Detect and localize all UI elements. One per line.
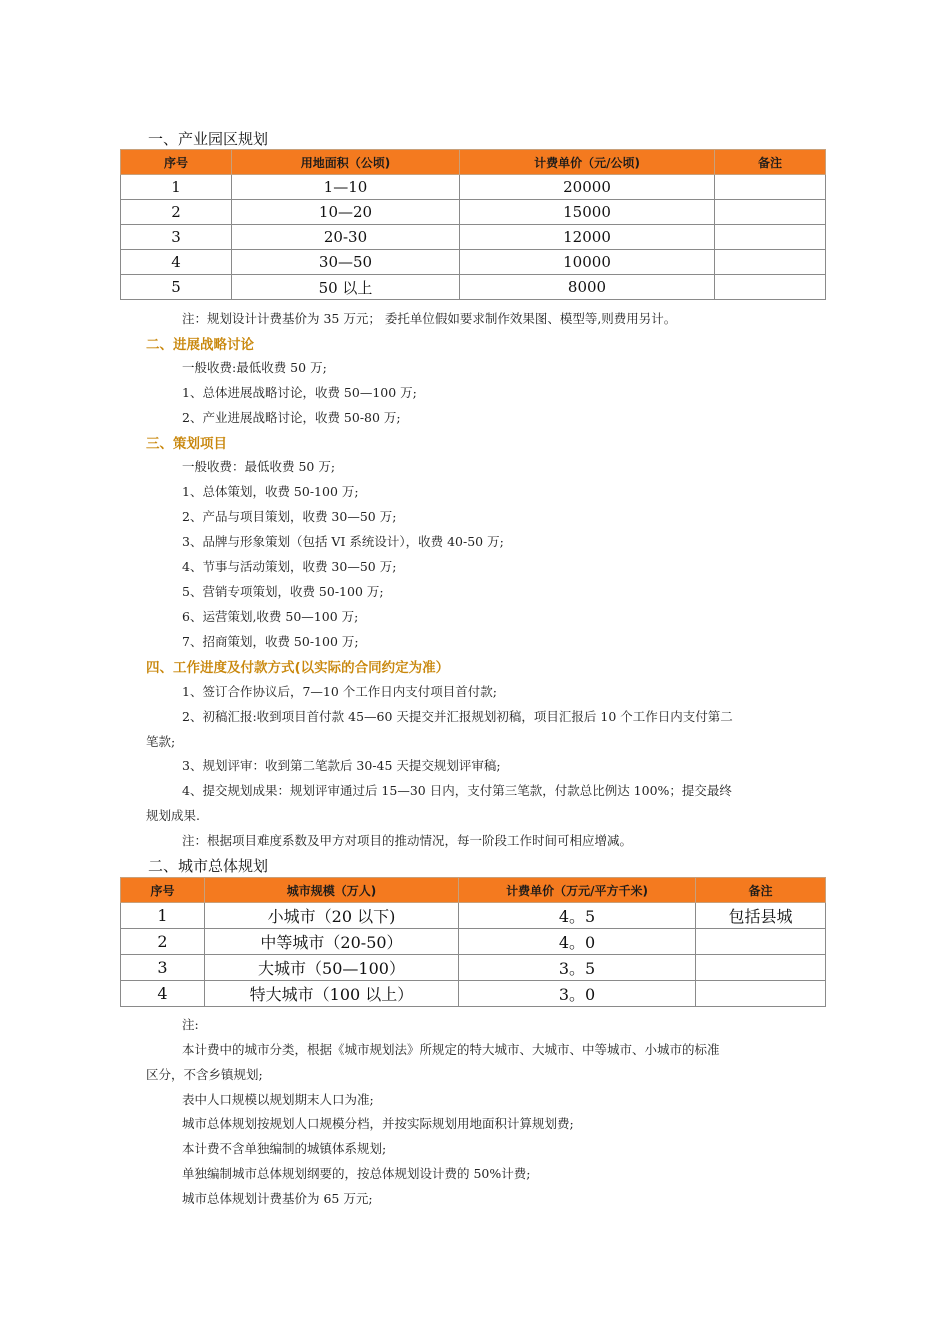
table-cell: 1 [121,175,232,200]
text-line: 表中人口规模以规划期末人口为准; [182,1092,374,1107]
table-cell [715,175,826,200]
header-cell: 用地面积（公顷) [232,150,460,175]
table-row [121,200,826,225]
text-line: 6、运营策划,收费 50—100 万; [182,609,359,624]
text-line: 4、提交规划成果：规划评审通过后 15—30 日内，支付第三笔款，付款总比例达 100%；提交最终 [182,783,732,798]
text-line: 单独编制城市总体规划纲要的，按总体规划设计费的 50%计费; [182,1166,531,1181]
schedule-note: 注：根据项目难度系数及甲方对项目的推动情况，每一阶段工作时间可相应增减。 [182,833,633,848]
table-cell: 3。5 [459,955,696,981]
table-cell: 1—10 [232,175,460,200]
text-line: 2、产业进展战略讨论，收费 50-80 万; [182,410,401,425]
table-cell [715,225,826,250]
text-line: 区分，不含乡镇规划; [146,1067,263,1082]
text-line: 城市总体规划计费基价为 65 万元; [182,1191,373,1206]
header-cell: 计费单价（万元/平方千米) [459,878,696,903]
header-cell: 城市规模（万人) [205,878,459,903]
table-cell: 4。0 [459,929,696,955]
table-cell: 12000 [460,225,715,250]
industrial-park-fee-table [120,149,826,300]
table-cell: 8000 [460,275,715,300]
table-cell [696,955,826,981]
table-cell: 3。0 [459,981,696,1007]
text-line: 笔款; [146,734,176,749]
table-row [121,955,826,981]
section-heading-industrial-park: 一、产业园区规划 [148,130,269,148]
table-cell [696,929,826,955]
fee-note: 注：规划设计计费基价为 35 万元； 委托单位假如要求制作效果图、模型等,则费用另计。 [182,311,677,326]
table-cell: 2 [121,200,232,225]
table-row [121,981,826,1007]
text-line: 3、规划评审：收到第二笔款后 30-45 天提交规划评审稿; [182,758,501,773]
section-heading-schedule-payment: 四、工作进度及付款方式(以实际的合同约定为准） [146,660,450,676]
table-row [121,175,826,200]
text-line: 1、总体进展战略讨论，收费 50—100 万; [182,385,417,400]
text-line: 本计费中的城市分类，根据《城市规划法》所规定的特大城市、大城市、中等城市、小城市的标准 [182,1042,720,1057]
table-row [121,903,826,929]
note-label: 注: [182,1017,199,1032]
text-line: 1、签订合作协议后，7—10 个工作日内支付项目首付款; [182,684,497,699]
table-cell: 4 [121,981,205,1007]
text-line: 2、初稿汇报:收到项目首付款 45—60 天提交并汇报规划初稿，项目汇报后 10 个工作日内支付第二 [182,709,733,724]
table-cell [696,981,826,1007]
table-cell [715,275,826,300]
table-cell: 中等城市（20-50） [205,929,459,955]
table-cell: 大城市（50—100） [205,955,459,981]
table-row [121,250,826,275]
table-row [121,225,826,250]
section-heading-city-master-plan: 二、城市总体规划 [148,857,269,875]
table-cell: 2 [121,929,205,955]
header-cell: 备注 [715,150,826,175]
table-cell: 5 [121,275,232,300]
table-cell: 10000 [460,250,715,275]
header-cell: 计费单价（元/公顷) [460,150,715,175]
header-cell: 序号 [121,878,205,903]
table-cell: 4。5 [459,903,696,929]
table-row [121,929,826,955]
table-cell: 10—20 [232,200,460,225]
text-line: 1、总体策划，收费 50-100 万; [182,484,359,499]
text-line: 一般收费：最低收费 50 万; [182,459,336,474]
table-cell: 20-30 [232,225,460,250]
table-cell [715,200,826,225]
section-heading-strategy: 二、进展战略讨论 [146,337,254,353]
table-cell: 3 [121,955,205,981]
text-line: 3、品牌与形象策划（包括 VI 系统设计），收费 40-50 万; [182,534,504,549]
table-cell: 4 [121,250,232,275]
table-cell: 3 [121,225,232,250]
table-cell: 小城市（20 以下) [205,903,459,929]
table-cell: 30—50 [232,250,460,275]
table-cell [715,250,826,275]
table-cell: 包括县城 [696,903,826,929]
table-cell: 特大城市（100 以上） [205,981,459,1007]
text-line: 一般收费:最低收费 50 万; [182,360,327,375]
table-cell: 50 以上 [232,275,460,300]
text-line: 城市总体规划按规划人口规模分档，并按实际规划用地面积计算规划费; [182,1116,574,1131]
table-cell: 20000 [460,175,715,200]
table-cell: 1 [121,903,205,929]
header-cell: 备注 [696,878,826,903]
table-cell: 15000 [460,200,715,225]
text-line: 7、招商策划，收费 50-100 万; [182,634,359,649]
section-heading-planning-projects: 三、策划项目 [146,436,227,452]
table-row [121,275,826,300]
header-cell: 序号 [121,150,232,175]
city-plan-fee-table [120,877,826,1007]
text-line: 5、营销专项策划，收费 50-100 万; [182,584,384,599]
text-line: 规划成果. [146,808,200,823]
table-header-row [121,150,826,175]
text-line: 本计费不含单独编制的城镇体系规划; [182,1141,387,1156]
text-line: 4、节事与活动策划，收费 30—50 万; [182,559,397,574]
text-line: 2、产品与项目策划，收费 30—50 万; [182,509,397,524]
table-header-row [121,878,826,903]
